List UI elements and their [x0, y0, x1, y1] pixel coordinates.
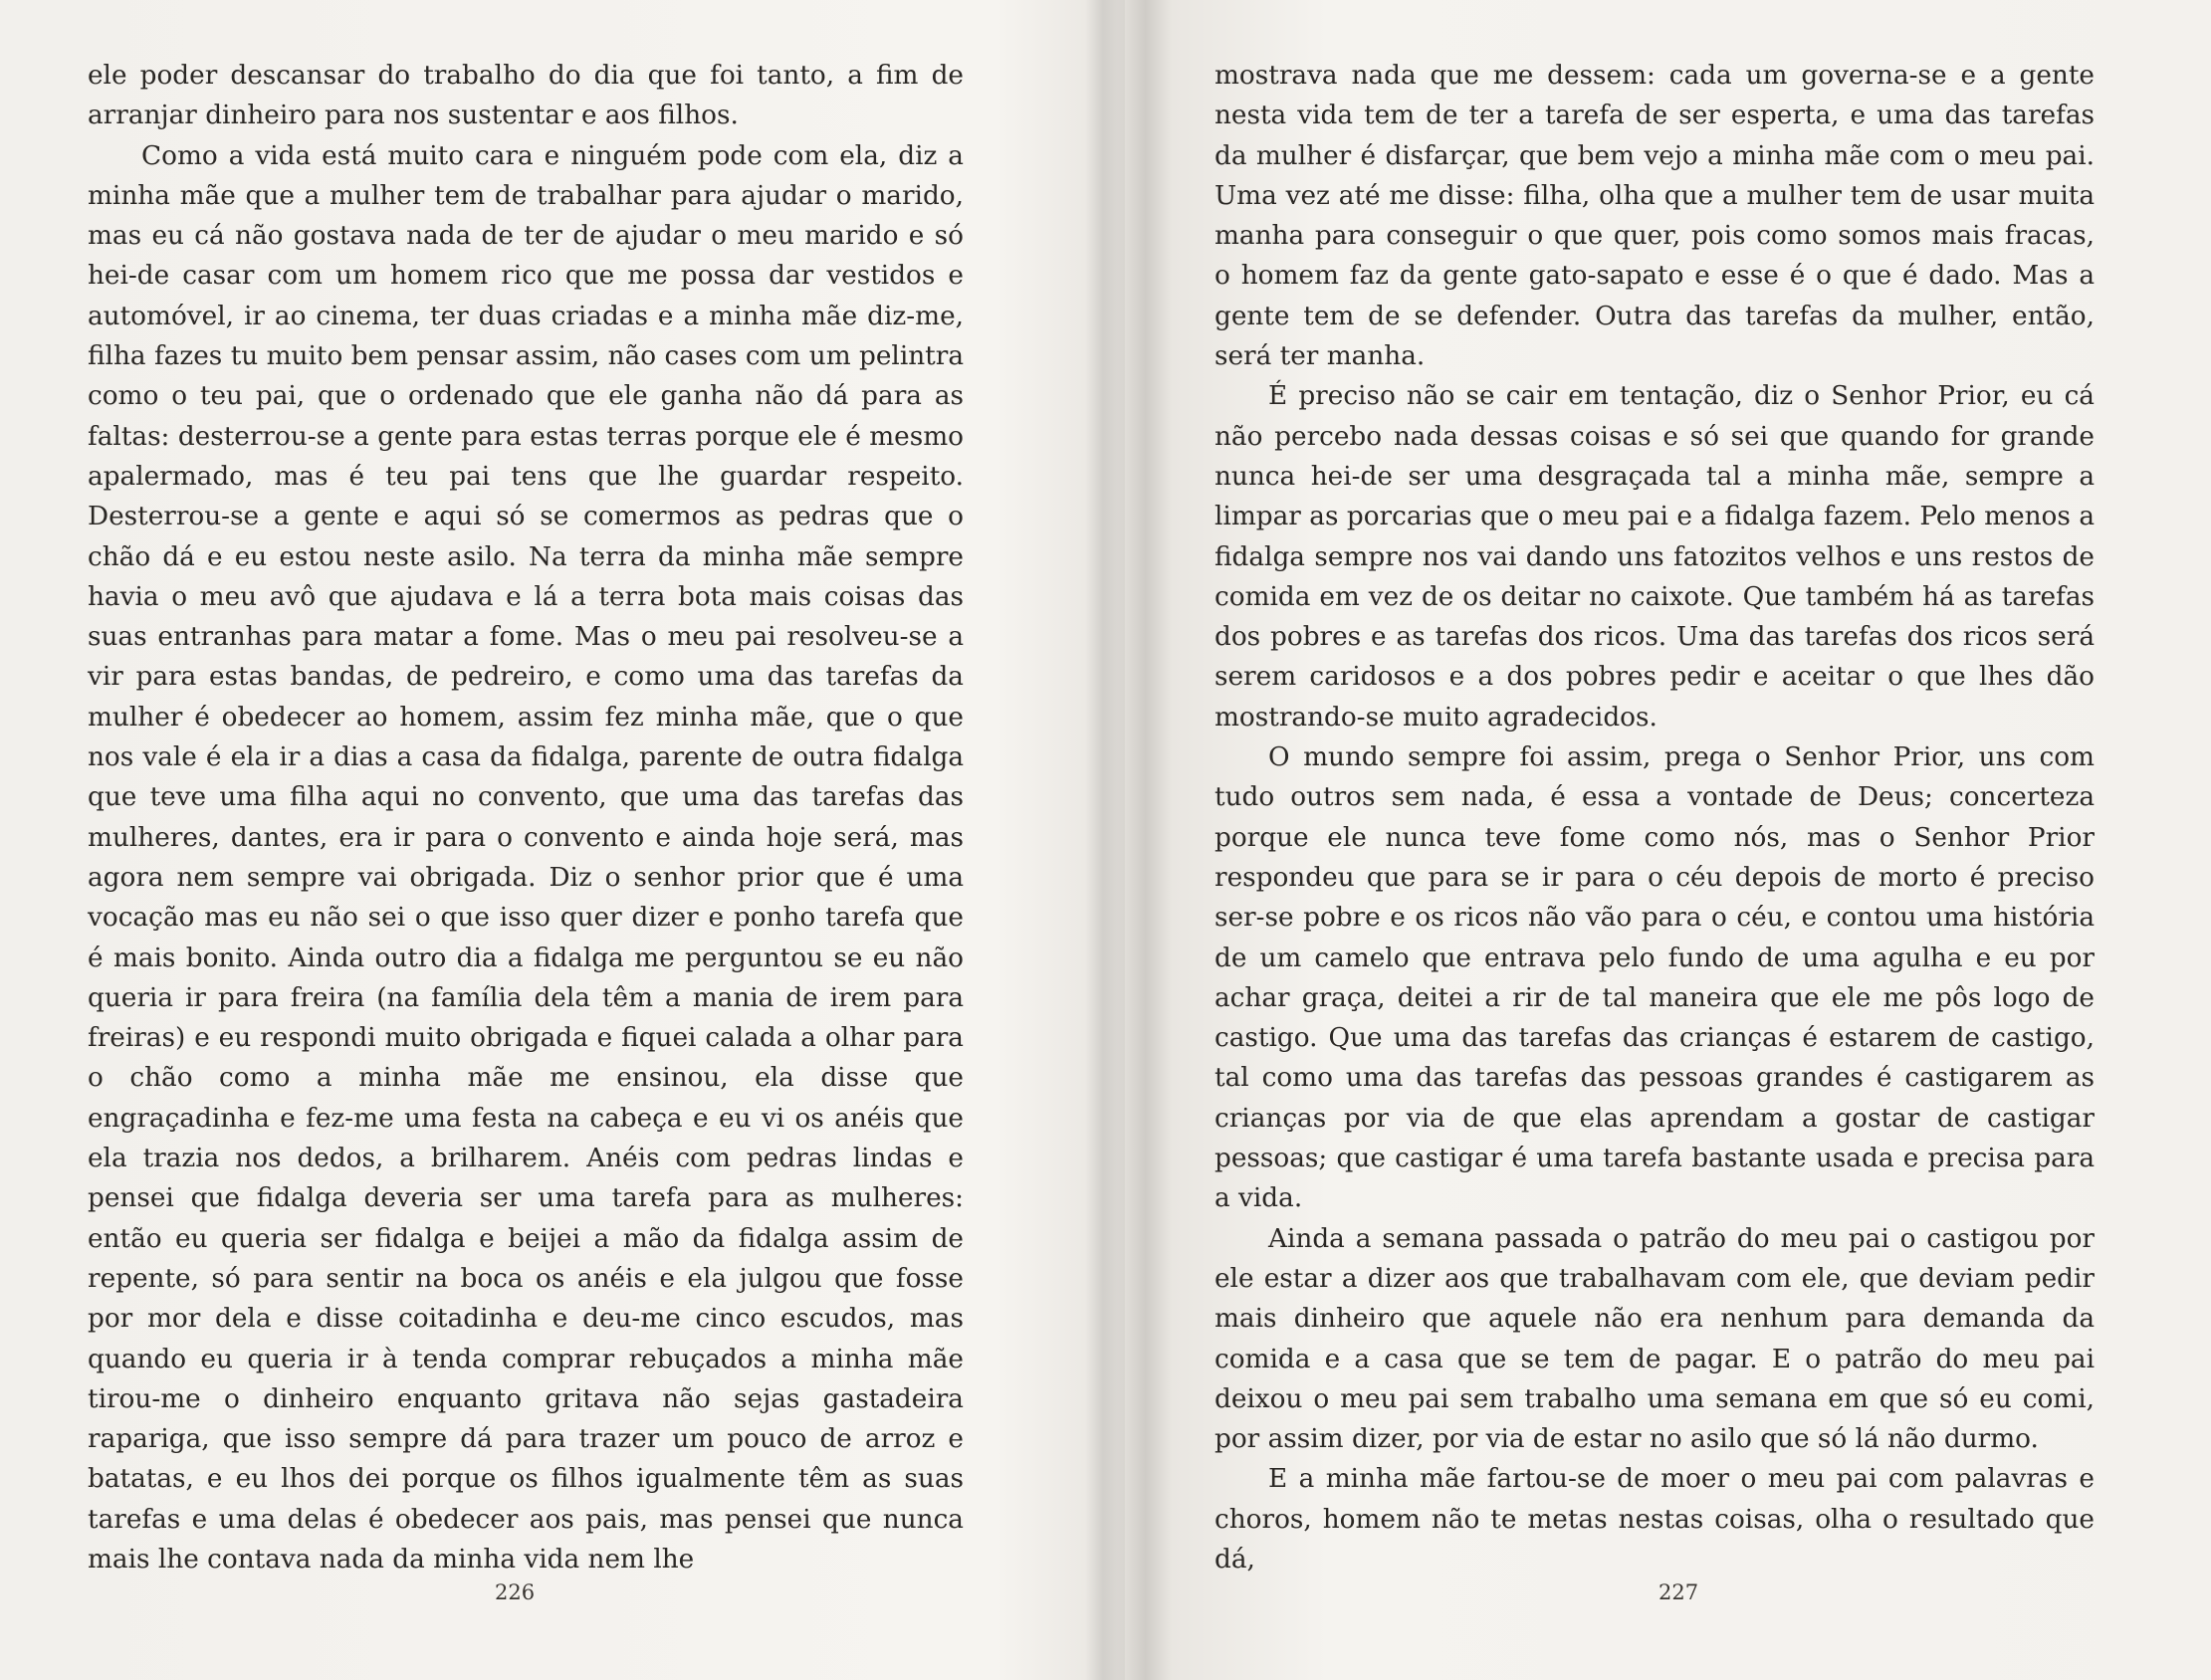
left-page-number: 226 — [495, 1580, 536, 1604]
left-paragraph-1: ele poder descansar do trabalho do dia que foi tanto, a fim de arranjar dinheiro para nos sustentar e aos filhos. — [88, 61, 964, 131]
left-page-text — [88, 56, 964, 1579]
right-page-text — [1215, 56, 2095, 1579]
right-paragraph-3: O mundo sempre foi assim, prega o Senhor Prior, uns com tudo outros sem nada, é essa a vontade de Deus; concerteza porque ele nunca teve fome como nós, mas o Senhor Prior respondeu que para se ir para o céu depois de morto é preciso ser-se pobre e os ricos não vão para o céu, e contou uma história de um camelo que entrava pelo fundo de uma agulha e eu por achar graça, deitei a rir de tal maneira que ele me pôs logo de castigo. Que uma das tarefas das crianças é estarem de castigo, tal como uma das tarefas das pessoas grandes é castigarem as crianças por via de que elas aprendam a gostar de castigar pessoas; que castigar é uma tarefa bastante usada e precisa para a vida. — [1215, 742, 2095, 1214]
right-page-number: 227 — [1658, 1580, 1699, 1604]
right-paragraph-1: mostrava nada que me dessem: cada um governa-se e a gente nesta vida tem de ter a tarefa de ser esperta, e uma das tarefas da mulher é disfarçar, que bem vejo a minha mãe com o meu pai. Uma vez até me disse: filha, olha que a mulher tem de usar muita manha para conseguir o que quer, pois como somos mais fracas, o homem faz da gente gato-sapato e esse é o que é dado. Mas a gente tem de se defender. Outra das tarefas da mulher, então, será ter manha. — [1215, 61, 2095, 372]
right-paragraph-4: Ainda a semana passada o patrão do meu pai o castigou por ele estar a dizer aos que trabalhavam com ele, que deviam pedir mais dinheiro que aquele não era nenhum para demanda da comida e a casa que se tem de pagar. E o patrão do meu pai deixou o meu pai sem trabalho uma semana em que só eu comi, por assim dizer, por via de estar no asilo que só lá não durmo. — [1215, 1223, 2095, 1455]
book-gutter — [1085, 0, 1125, 1680]
left-paragraph-2: Como a vida está muito cara e ninguém pode com ela, diz a minha mãe que a mulher tem de trabalhar para ajudar o marido, mas eu cá não gostava nada de ter de ajudar o meu marido e só hei-de casar com um homem rico que me possa dar vestidos e automóvel, ir ao cinema, ter duas criadas e a minha mãe diz-me, filha fazes tu muito bem pensar assim, não cases com um pelintra como o teu pai, que o ordenado que ele ganha não dá para as faltas: desterrou-se a gente para estas terras porque ele é mesmo apalermado, mas é teu pai tens que lhe guardar respeito. Desterrou-se a gente e aqui só se comermos as pedras que o chão dá e eu estou neste asilo. Na terra da minha mãe sempre havia o meu avô que ajudava e lá a terra bota mais coisas das suas entranhas para matar a fome. Mas o meu pai resolveu-se a vir para estas bandas, de pedreiro, e como uma das tarefas da mulher é obedecer ao homem, assim fez minha mãe, que o que nos vale é ela ir a dias a casa da fidalga, parente de outra fidalga que teve uma filha aqui no convento, que uma das tarefas das mulheres, dantes, era ir para o convento e ainda hoje será, mas agora nem sempre vai obrigada. Diz o senhor prior que é uma vocação mas eu não sei o que isso quer dizer e ponho tarefa que é mais bonito. Ainda outro dia a fidalga me perguntou se eu não queria ir para freira (na família dela têm a mania de irem para freiras) e eu respondi muito obrigada e fiquei calada a olhar para o chão como a minha mãe me ensinou, ela disse que engraçadinha e fez-me uma festa na cabeça e eu vi os anéis que ela trazia nos dedos, a brilharem. Anéis com pedras lindas e pensei que fidalga deveria ser uma tarefa para as mulheres: então eu queria ser fidalga e beijei a mão da fidalga assim de repente, só para sentir na boca os anéis e ela julgou que fosse por mor dela e disse coitadinha e deu-me cinco escudos, mas quando eu queria ir à tenda comprar rebuçados a minha mãe tirou-me o dinheiro enquanto gritava não sejas gastadeira rapariga, que isso sempre dá para trazer um pouco de arroz e batatas, e eu lhos dei porque os filhos igualmente têm as suas tarefas e uma delas é obedecer aos pais, mas pensei que nunca mais lhe contava nada da minha vida nem lhe — [88, 140, 964, 1575]
right-paragraph-5: E a minha mãe fartou-se de moer o meu pai com palavras e choros, homem não te metas nestas coisas, olha o resultado que dá, — [1215, 1464, 2095, 1575]
right-paragraph-2: É preciso não se cair em tentação, diz o Senhor Prior, eu cá não percebo nada dessas coisas e só sei que quando for grande nunca hei-de ser uma desgraçada tal a minha mãe, sempre a limpar as porcarias que o meu pai e a fidalga fazem. Pelo menos a fidalga sempre nos vai dando uns fatozitos velhos e uns restos de comida em vez de os deitar no caixote. Que também há as tarefas dos pobres e as tarefas dos ricos. Uma das tarefas dos ricos será serem caridosos e a dos pobres pedir e aceitar o que lhes dão mostrando-se muito agradecidos. — [1215, 381, 2095, 733]
